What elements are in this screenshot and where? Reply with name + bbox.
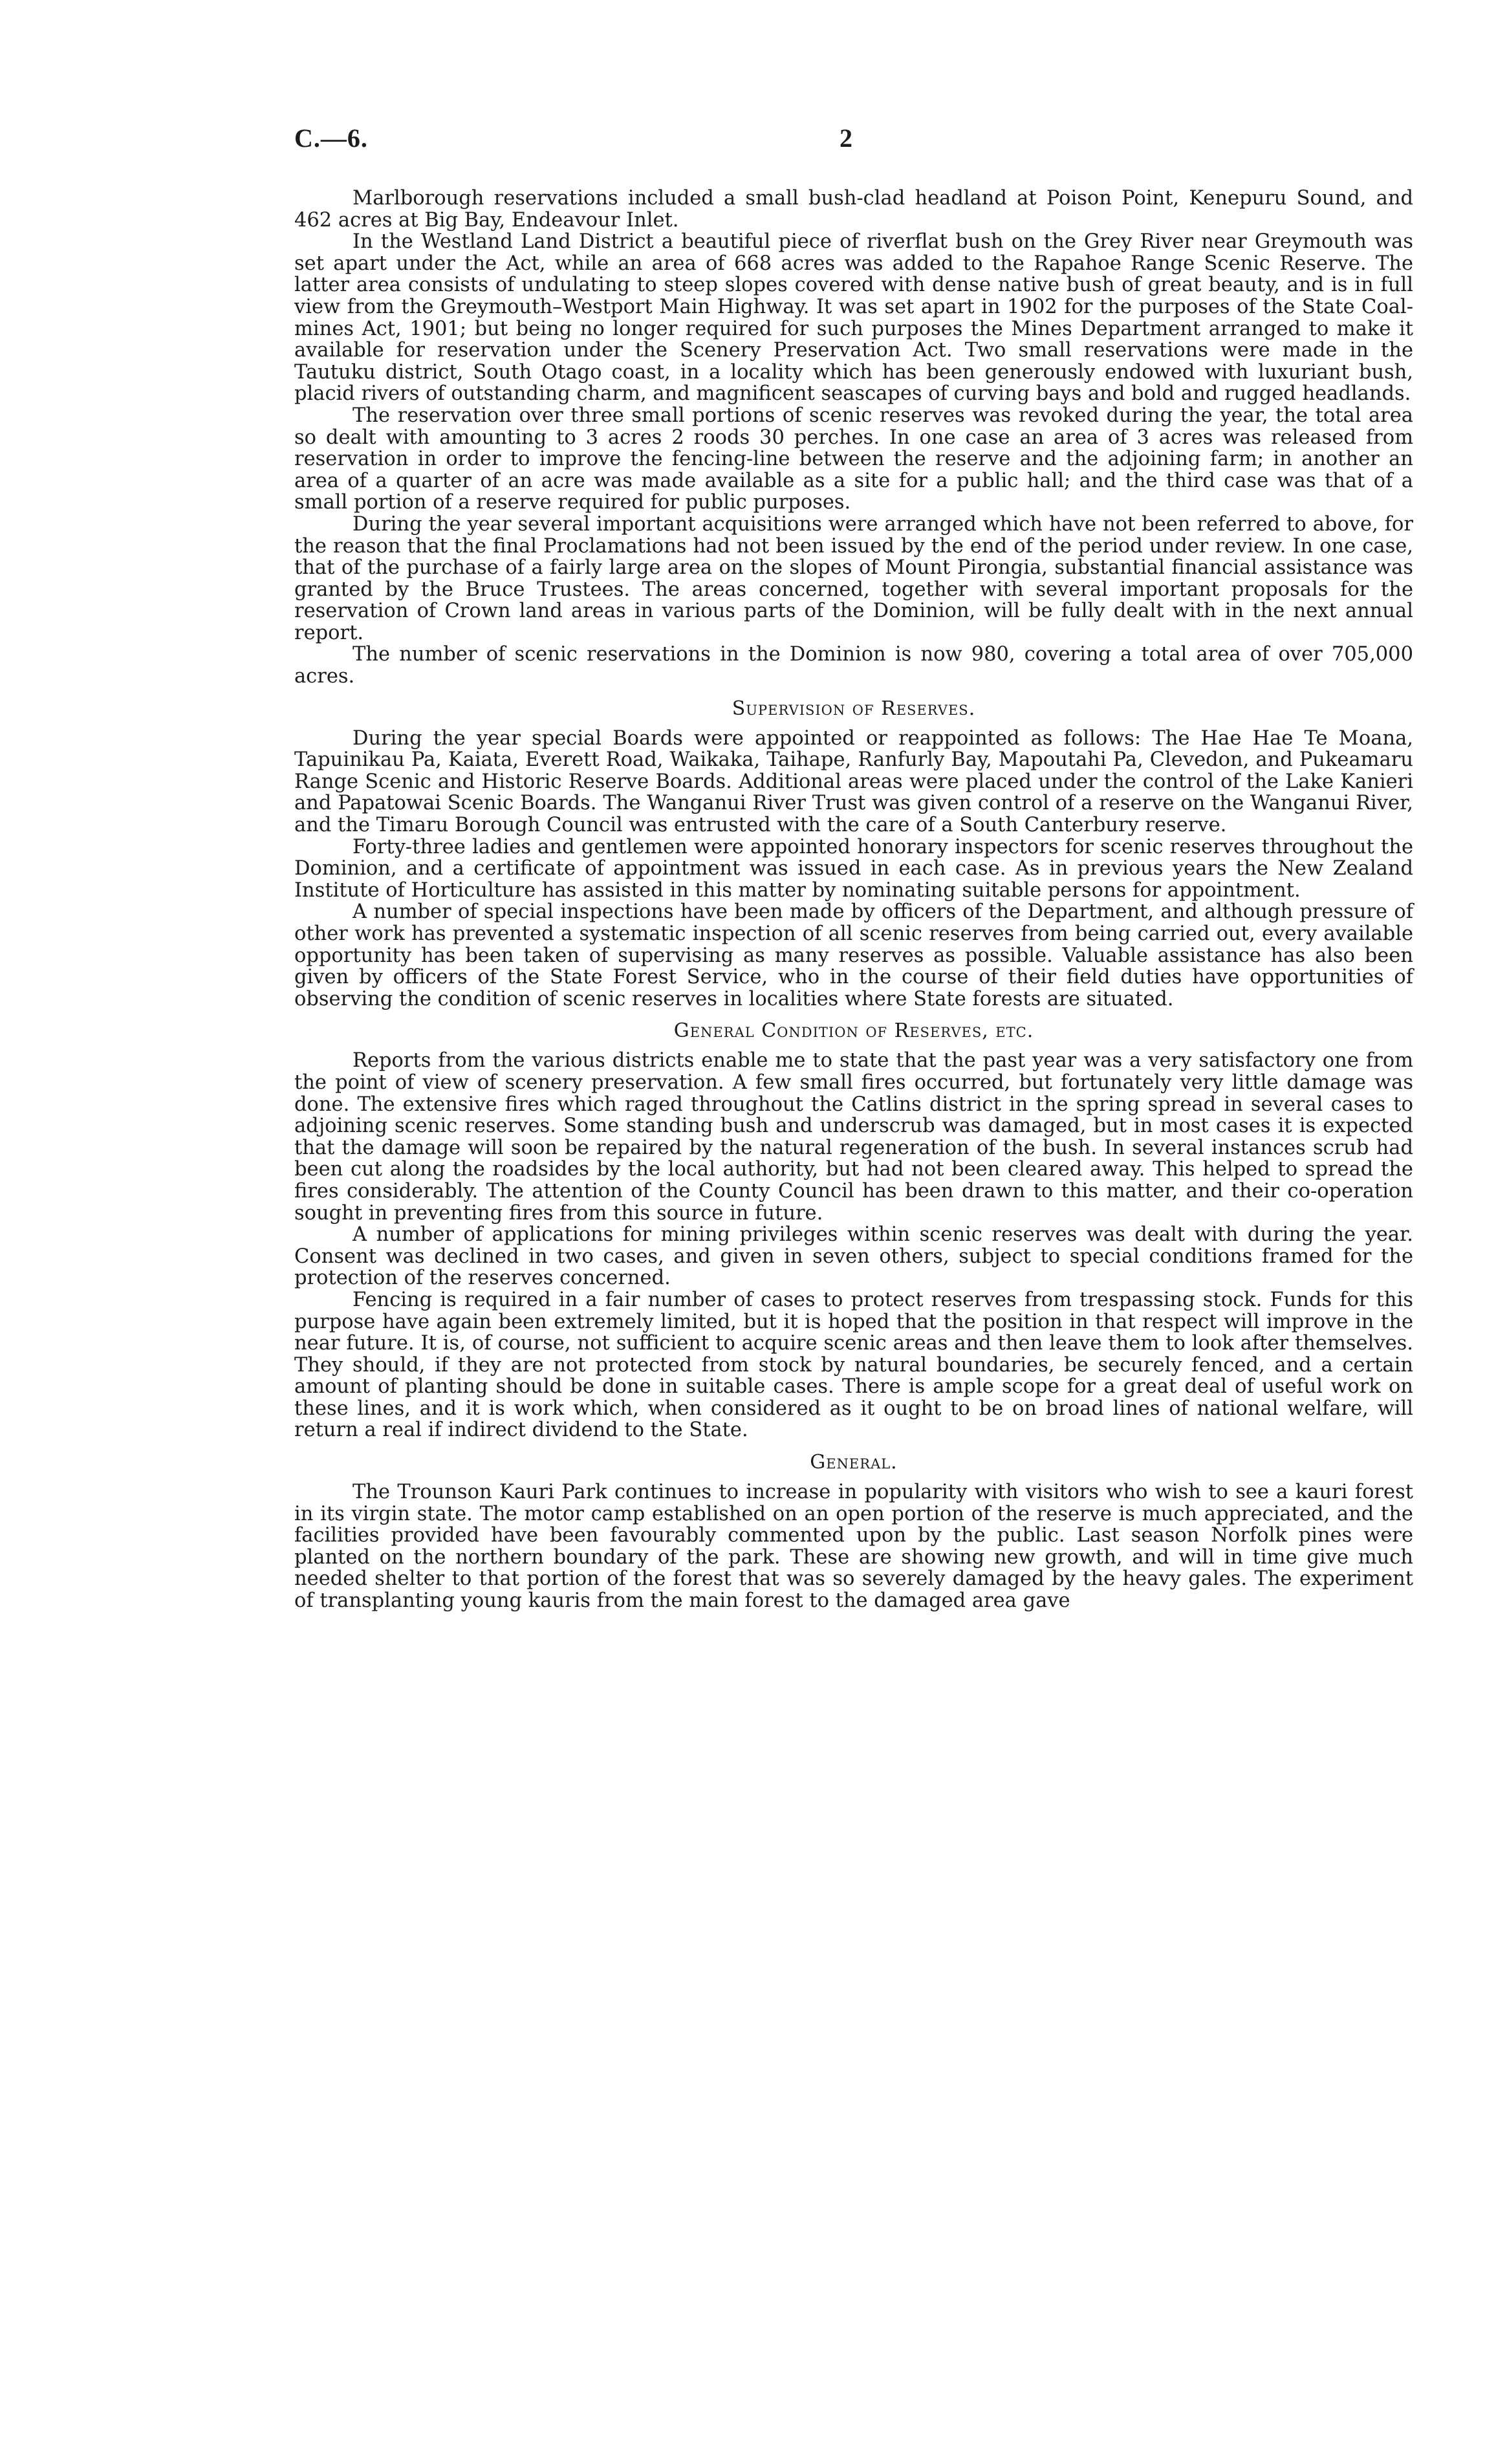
body-text <box>294 188 1413 1612</box>
paragraph: In the Westland Land District a beautiful piece of riverflat bush on the Grey River near Greymouth was set apart under the Act, while an area of 668 acres was added to the Rapahoe Range Scenic Reserve. The latter area consists of undulating to steep slopes covered with dense native bush of great beauty, and is in full view from the Greymouth–Westport Main Highway. It was set apart in 1902 for the purposes of the State Coal-mines Act, 1901; but being no longer required for such purposes the Mines Department arranged to make it available for reservation under the Scenery Preservation Act. Two small reservations were made in the Tautuku district, South Otago coast, in a locality which has been generously endowed with luxuriant bush, placid rivers of outstanding charm, and magnificent seascapes of curving bays and bold and rugged headlands. <box>294 230 1413 406</box>
paragraph: The Trounson Kauri Park continues to increase in popularity with visitors who wish to see a kauri forest in its virgin state. The motor camp established on an open portion of the reserve is much appreciated, and the facilities provided have been favourably commented upon by the public. Last season Norfolk pines were planted on the northern boundary of the park. These are showing new growth, and will in time give much needed shelter to that portion of the forest that was so severely damaged by the heavy gales. The experiment of transplanting young kauris from the main forest to the damaged area gave <box>294 1481 1413 1613</box>
page-number: 2 <box>840 124 852 153</box>
paragraph: The reservation over three small portions of scenic reserves was revoked during the year, the total area so dealt with amounting to 3 acres 2 roods 30 perches. In one case an area of 3 acres was released from reservation in order to improve the fencing-line between the reserve and the adjoining farm; in another an area of a quarter of an acre was made available as a site for a public hall; and the third case was that of a small portion of a reserve required for public purposes. <box>294 404 1413 514</box>
document-code: C.—6. <box>294 124 368 153</box>
section-heading-condition: General Condition of Reserves, etc. <box>673 1019 1034 1043</box>
paragraph: During the year several important acquisitions were arranged which have not been referred to above, for the reason that the final Proclamations had not been issued by the end of the period under review. In one case, that of the purchase of a fairly large area on the slopes of Mount Pirongia, substantial financial assistance was granted by the Bruce Trustees. The areas concerned, together with several important proposals for the reservation of Crown land areas in various parts of the Dominion, will be fully dealt with in the next annual report. <box>294 512 1413 644</box>
paragraph: Forty-three ladies and gentlemen were appointed honorary inspectors for scenic reserves throughout the Dominion, and a certificate of appointment was issued in each case. As in previous years the New Zealand Institute of Horticulture has assisted in this matter by nominating suitable persons for appointment. <box>294 835 1413 902</box>
paragraph: Fencing is required in a fair number of cases to protect reserves from trespassing stock. Funds for this purpose have again been extremely limited, but it is hoped that the position in that respect will improve in the near future. It is, of course, not sufficient to acquire scenic areas and then leave them to look after themselves. They should, if they are not protected from stock by natural boundaries, be securely fenced, and a certain amount of planting should be done in suitable cases. There is ample scope for a great deal of useful work on these lines, and it is work which, when considered as it ought to be on broad lines of national welfare, will return a real if indirect dividend to the State. <box>294 1288 1413 1442</box>
paragraph: The number of scenic reservations in the Dominion is now 980, covering a total area of over 705,000 acres. <box>294 643 1413 688</box>
section-heading-supervision: Supervision of Reserves. <box>732 697 976 720</box>
paragraph: A number of applications for mining privileges within scenic reserves was dealt with during the year. Consent was declined in two cases, and given in seven others, subject to special conditions framed for the protection of the reserves concerned. <box>294 1223 1413 1290</box>
section-heading-general: General. <box>810 1451 898 1474</box>
paragraph: During the year special Boards were appointed or reappointed as follows: The Hae Hae Te Moana, Tapuinikau Pa, Kaiata, Everett Road, Waikaka, Taihape, Ranfurly Bay, Mapoutahi Pa, Clevedon, and Pukeamaru Range Scenic and Historic Reserve Boards. Additional areas were placed under the control of the Lake Kanieri and Papatowai Scenic Boards. The Wanganui River Trust was given control of a reserve on the Wanganui River, and the Timaru Borough Council was entrusted with the care of a South Canterbury reserve. <box>294 726 1413 837</box>
paragraph: A number of special inspections have been made by officers of the Department, and although pressure of other work has prevented a systematic inspection of all scenic reserves from being carried out, every available opportunity has been taken of supervising as many reserves as possible. Valuable assistance has also been given by officers of the State Forest Service, who in the course of their field duties have opportunities of observing the condition of scenic reserves in localities where State forests are situated. <box>294 900 1413 1010</box>
paragraph: Marlborough reservations included a small bush-clad headland at Poison Point, Kenepuru Sound, and 462 acres at Big Bay, Endeavour Inlet. <box>294 187 1413 232</box>
page-header <box>294 123 1413 168</box>
paragraph: Reports from the various districts enable me to state that the past year was a very satisfactory one from the point of view of scenery preservation. A few small fires occurred, but fortunately very little damage was done. The extensive fires which raged throughout the Catlins district in the spring spread in several cases to adjoining scenic reserves. Some standing bush and underscrub was damaged, but in most cases it is expected that the damage will soon be repaired by the natural regeneration of the bush. In several instances scrub had been cut along the roadsides by the local authority, but had not been cleared away. This helped to spread the fires considerably. The attention of the County Council has been drawn to this matter, and their co-operation sought in preventing fires from this source in future. <box>294 1049 1413 1225</box>
